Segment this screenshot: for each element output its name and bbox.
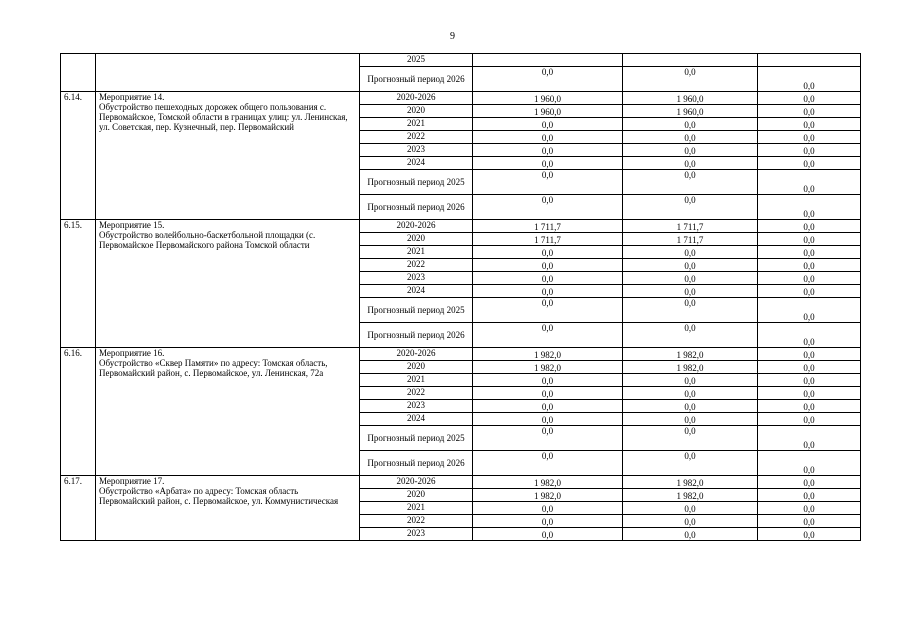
measure-description: Обустройство пешеходных дорожек общего пользования с. Первомайское, Томской области в границах улиц: ул. Ленинская, ул. Советская, пер. Кузнечный, пер. Первомайский <box>99 102 348 132</box>
table-row <box>61 92 861 105</box>
year-cell: 2020 <box>360 233 473 246</box>
year-cell: Прогнозный период 2025 <box>360 298 473 323</box>
value-cell: 0,0 <box>758 387 861 400</box>
value-cell: 1 982,0 <box>623 489 758 502</box>
table-row <box>61 348 861 361</box>
value-cell: 1 982,0 <box>623 361 758 374</box>
value-cell: 0,0 <box>758 298 861 323</box>
year-cell: 2025 <box>360 54 473 67</box>
item-description-cell <box>96 476 360 541</box>
value-cell: 0,0 <box>473 323 623 348</box>
measure-title: Мероприятие 15. <box>99 220 165 230</box>
value-cell: 0,0 <box>623 323 758 348</box>
year-cell: 2022 <box>360 387 473 400</box>
value-cell: 1 711,7 <box>623 220 758 233</box>
value-cell: 0,0 <box>758 413 861 426</box>
item-number-cell: 6.17. <box>61 476 96 541</box>
year-cell: Прогнозный период 2026 <box>360 195 473 220</box>
year-cell: 2021 <box>360 502 473 515</box>
item-number-cell: 6.16. <box>61 348 96 476</box>
value-cell: 0,0 <box>473 170 623 195</box>
value-cell: 0,0 <box>473 285 623 298</box>
value-cell: 0,0 <box>623 502 758 515</box>
table-row <box>61 220 861 233</box>
value-cell: 1 982,0 <box>473 361 623 374</box>
value-cell: 1 982,0 <box>623 348 758 361</box>
item-description-cell <box>96 54 360 92</box>
value-cell: 0,0 <box>758 426 861 451</box>
value-cell: 0,0 <box>623 413 758 426</box>
value-cell: 1 711,7 <box>473 220 623 233</box>
value-cell: 0,0 <box>758 67 861 92</box>
value-cell: 0,0 <box>623 144 758 157</box>
value-cell: 0,0 <box>758 489 861 502</box>
year-cell: 2020 <box>360 361 473 374</box>
value-cell: 0,0 <box>473 272 623 285</box>
value-cell: 0,0 <box>758 144 861 157</box>
value-cell: 0,0 <box>758 451 861 476</box>
value-cell: 0,0 <box>473 528 623 541</box>
measure-title: Мероприятие 17. <box>99 476 165 486</box>
year-cell: 2020-2026 <box>360 92 473 105</box>
value-cell: 0,0 <box>623 131 758 144</box>
value-cell: 0,0 <box>623 400 758 413</box>
year-cell: 2020 <box>360 105 473 118</box>
value-cell: 1 960,0 <box>473 92 623 105</box>
table-row <box>61 476 861 489</box>
item-description-cell <box>96 220 360 348</box>
value-cell: 1 960,0 <box>623 92 758 105</box>
value-cell: 0,0 <box>758 361 861 374</box>
year-cell: Прогнозный период 2026 <box>360 67 473 92</box>
value-cell: 0,0 <box>473 502 623 515</box>
value-cell: 0,0 <box>758 105 861 118</box>
page-number: 9 <box>450 31 455 42</box>
year-cell: 2024 <box>360 157 473 170</box>
year-cell: 2020-2026 <box>360 220 473 233</box>
year-cell: 2021 <box>360 374 473 387</box>
value-cell: 0,0 <box>623 515 758 528</box>
year-cell: 2021 <box>360 118 473 131</box>
year-cell: 2020-2026 <box>360 476 473 489</box>
value-cell: 1 960,0 <box>623 105 758 118</box>
value-cell: 0,0 <box>623 157 758 170</box>
value-cell: 0,0 <box>623 118 758 131</box>
year-cell: 2023 <box>360 144 473 157</box>
value-cell: 0,0 <box>758 528 861 541</box>
year-cell: 2023 <box>360 272 473 285</box>
value-cell: 0,0 <box>623 387 758 400</box>
year-cell: 2021 <box>360 246 473 259</box>
value-cell: 0,0 <box>758 285 861 298</box>
value-cell: 0,0 <box>758 272 861 285</box>
value-cell: 0,0 <box>473 515 623 528</box>
value-cell: 0,0 <box>473 374 623 387</box>
value-cell: 0,0 <box>758 233 861 246</box>
value-cell: 0,0 <box>473 259 623 272</box>
value-cell: 1 711,7 <box>473 233 623 246</box>
item-number-cell <box>61 54 96 92</box>
value-cell: 0,0 <box>758 476 861 489</box>
year-cell: 2020-2026 <box>360 348 473 361</box>
value-cell: 0,0 <box>473 413 623 426</box>
value-cell: 0,0 <box>473 451 623 476</box>
year-cell: 2022 <box>360 259 473 272</box>
value-cell: 0,0 <box>623 170 758 195</box>
value-cell <box>758 54 861 67</box>
value-cell: 0,0 <box>758 246 861 259</box>
value-cell: 0,0 <box>473 298 623 323</box>
value-cell: 0,0 <box>758 220 861 233</box>
value-cell: 0,0 <box>623 195 758 220</box>
value-cell: 0,0 <box>758 400 861 413</box>
value-cell: 1 982,0 <box>623 476 758 489</box>
value-cell: 0,0 <box>623 285 758 298</box>
item-description-cell <box>96 92 360 220</box>
item-description-cell <box>96 348 360 476</box>
value-cell: 0,0 <box>473 67 623 92</box>
value-cell <box>473 54 623 67</box>
item-number-cell: 6.14. <box>61 92 96 220</box>
value-cell: 0,0 <box>623 246 758 259</box>
value-cell: 0,0 <box>758 374 861 387</box>
value-cell: 0,0 <box>473 144 623 157</box>
year-cell: 2023 <box>360 528 473 541</box>
value-cell: 0,0 <box>758 259 861 272</box>
value-cell: 0,0 <box>623 451 758 476</box>
value-cell: 1 960,0 <box>473 105 623 118</box>
value-cell: 0,0 <box>473 426 623 451</box>
item-number-cell: 6.15. <box>61 220 96 348</box>
value-cell: 0,0 <box>623 426 758 451</box>
value-cell: 0,0 <box>623 374 758 387</box>
value-cell: 0,0 <box>623 67 758 92</box>
value-cell: 0,0 <box>758 170 861 195</box>
value-cell: 0,0 <box>758 92 861 105</box>
measure-title: Мероприятие 14. <box>99 92 165 102</box>
value-cell: 0,0 <box>473 118 623 131</box>
value-cell: 1 982,0 <box>473 489 623 502</box>
year-cell: 2022 <box>360 515 473 528</box>
measure-description: Обустройство «Сквер Памяти» по адресу: Томская область, Первомайский район, с. Первомайское, ул. Ленинская, 72а <box>99 358 328 378</box>
value-cell: 0,0 <box>758 348 861 361</box>
measure-description: Обустройство «Арбата» по адресу: Томская область Первомайский район, с. Первомайское, ул. Коммунистическая <box>99 486 339 506</box>
value-cell: 0,0 <box>473 246 623 259</box>
value-cell: 0,0 <box>473 387 623 400</box>
value-cell: 0,0 <box>473 400 623 413</box>
year-cell: 2024 <box>360 285 473 298</box>
value-cell <box>623 54 758 67</box>
year-cell: 2022 <box>360 131 473 144</box>
value-cell: 0,0 <box>758 502 861 515</box>
year-cell: 2020 <box>360 489 473 502</box>
measure-description: Обустройство волейбольно-баскетбольной площадки (с. Первомайское Первомайского района Томской области <box>99 230 316 250</box>
value-cell: 1 982,0 <box>473 476 623 489</box>
value-cell: 0,0 <box>758 515 861 528</box>
year-cell: Прогнозный период 2025 <box>360 426 473 451</box>
budget-table-body <box>61 54 861 541</box>
value-cell: 0,0 <box>758 118 861 131</box>
value-cell: 0,0 <box>623 298 758 323</box>
budget-table <box>60 53 861 541</box>
year-cell: Прогнозный период 2026 <box>360 323 473 348</box>
value-cell: 0,0 <box>473 157 623 170</box>
value-cell: 0,0 <box>623 259 758 272</box>
value-cell: 1 982,0 <box>473 348 623 361</box>
value-cell: 0,0 <box>758 157 861 170</box>
measure-title: Мероприятие 16. <box>99 348 165 358</box>
year-cell: Прогнозный период 2025 <box>360 170 473 195</box>
value-cell: 0,0 <box>473 195 623 220</box>
table-row <box>61 54 861 67</box>
year-cell: 2023 <box>360 400 473 413</box>
value-cell: 0,0 <box>623 272 758 285</box>
value-cell: 0,0 <box>623 528 758 541</box>
value-cell: 0,0 <box>473 131 623 144</box>
year-cell: 2024 <box>360 413 473 426</box>
value-cell: 1 711,7 <box>623 233 758 246</box>
year-cell: Прогнозный период 2026 <box>360 451 473 476</box>
value-cell: 0,0 <box>758 323 861 348</box>
value-cell: 0,0 <box>758 131 861 144</box>
value-cell: 0,0 <box>758 195 861 220</box>
